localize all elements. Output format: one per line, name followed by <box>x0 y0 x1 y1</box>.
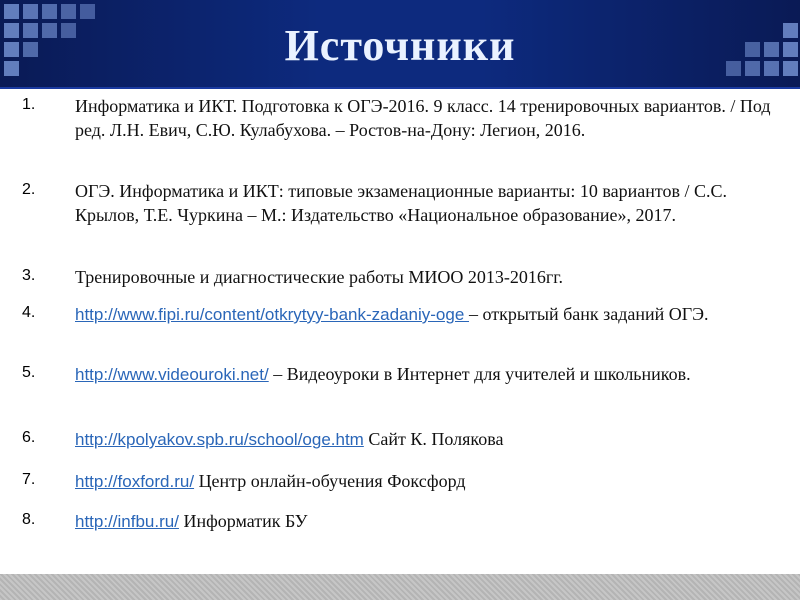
item-text: Тренировочные и диагностические работы МИОО 2013-2016гг. <box>75 267 564 287</box>
item-description: Сайт К. Полякова <box>363 429 504 449</box>
decorative-square <box>23 4 38 19</box>
slide-footer <box>0 574 800 600</box>
foxford-link[interactable]: http://foxford.ru/ <box>75 472 195 491</box>
item-number: 7. <box>22 471 36 488</box>
slide-title: Источники <box>284 21 516 70</box>
item-number: 6. <box>22 429 36 446</box>
item-number: 5. <box>22 364 36 381</box>
item-text <box>75 509 780 534</box>
item-number: 2. <box>22 181 36 198</box>
item-text: ОГЭ. Информатика и ИКТ: типовые экзаменационные варианты: 10 вариантов / С.С. Крылов, Т.Е. Чуркина – М.: Издательство «Национальное образование», 2017. <box>75 181 727 225</box>
decorative-square <box>42 4 57 19</box>
infbu-link[interactable]: http://infbu.ru/ <box>75 512 179 531</box>
item-number: 8. <box>22 511 36 528</box>
item-description: Центр онлайн-обучения Фоксфорд <box>194 471 466 491</box>
item-number: 1. <box>22 96 36 113</box>
item-text: Информатика и ИКТ. Подготовка к ОГЭ-2016. 9 класс. 14 тренировочных вариантов. / Под ред. Л.Н. Евич, С.Ю. Кулабухова. – Ростов-на-Дону: Легион, 2016. <box>75 96 771 140</box>
decorative-square <box>80 4 95 19</box>
item-number: 4. <box>22 304 36 321</box>
header-divider <box>0 87 800 89</box>
item-text <box>75 469 780 494</box>
kpolyakov-link[interactable]: http://kpolyakov.spb.ru/school/oge.htm <box>75 430 364 449</box>
item-number: 3. <box>22 267 36 284</box>
decorative-square <box>61 4 76 19</box>
item-text <box>75 302 780 327</box>
item-description: – Видеоуроки в Интернет для учителей и школьников. <box>268 364 691 384</box>
item-description: – открытый банк заданий ОГЭ. <box>469 304 709 324</box>
item-text <box>75 362 780 387</box>
slide-header <box>0 0 800 87</box>
fipi-link[interactable]: http://www.fipi.ru/content/otkrytyy-bank-zadaniy-oge <box>75 305 470 324</box>
decorative-square <box>4 4 19 19</box>
item-description: Информатик БУ <box>178 511 308 531</box>
item-text <box>75 427 780 452</box>
videouroki-link[interactable]: http://www.videouroki.net/ <box>75 365 269 384</box>
